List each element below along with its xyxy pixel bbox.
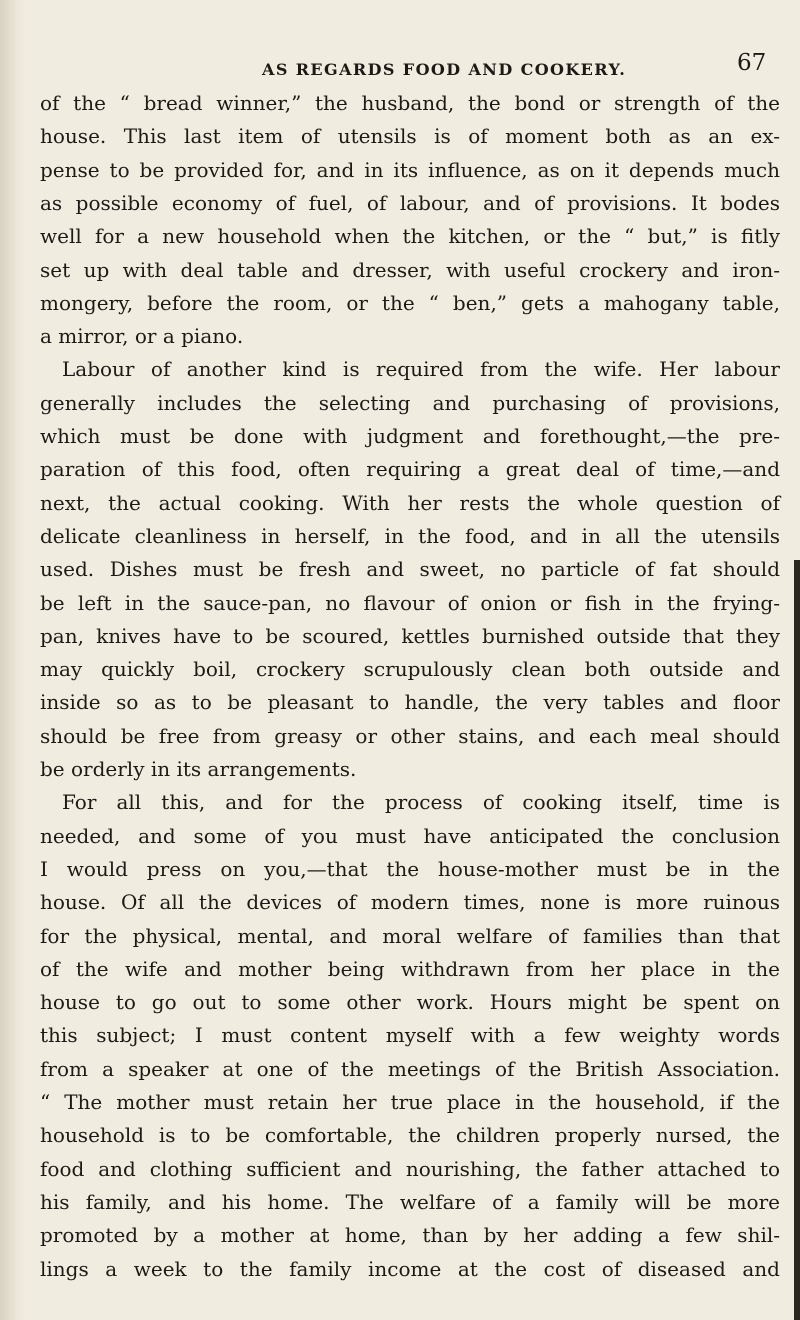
text-line: for the physical, mental, and moral welfare of families than that [40,923,780,948]
text-line: be left in the sauce-pan, no flavour of onion or fish in the frying- [40,590,780,615]
page-header [0,20,800,79]
page-edge [794,560,800,1320]
text-line: delicate cleanliness in herself, in the food, and in all the utensils [40,523,780,548]
text-line: his family, and his home. The welfare of a family will be more [40,1189,780,1214]
text-line: household is to be comfortable, the children properly nursed, the [40,1123,780,1148]
text-line: “ The mother must retain her true place in the household, if the [40,1090,780,1114]
text-line: set up with deal table and dresser, with useful crockery and iron- [40,257,780,282]
running-head: AS REGARDS FOOD AND COOKERY. [262,60,627,79]
text-line: a mirror, or a piano. [40,324,244,349]
text-line: of the “ bread winner,” the husband, the bond or strength of the [40,91,780,115]
text-line: should be free from greasy or other stains, and each meal should [40,723,780,748]
text-line: mongery, before the room, or the “ ben,” gets a mahogany table, [40,290,780,315]
text-line: next, the actual cooking. With her rests the whole question of [40,490,780,515]
text-line: food and clothing sufficient and nourishing, the father attached to [40,1156,780,1181]
text-line: pan, knives have to be scoured, kettles burnished outside that they [40,623,780,648]
text-line: used. Dishes must be fresh and sweet, no particle of fat should [40,557,780,582]
text-line: which must be done with judgment and forethought,—the pre- [40,424,780,448]
text-line: I would press on you,—that the house-mother must be in the [40,856,780,881]
text-line: For all this, and for the process of cooking itself, time is [62,790,780,815]
text-line: house to go out to some other work. Hours might be spent on [40,990,780,1015]
text-line: lings a week to the family income at the cost of diseased and [40,1256,780,1281]
text-line: needed, and some of you must have anticipated the conclusion [40,823,780,848]
text-line: promoted by a mother at home, than by her adding a few shil- [40,1223,780,1248]
text-line: generally includes the selecting and purchasing of provisions, [40,390,780,415]
text-line: this subject; I must content myself with a few weighty words [40,1023,780,1048]
text-line: paration of this food, often requiring a great deal of time,—and [40,457,780,482]
page-gutter-shadow [0,0,26,1320]
text-line: may quickly boil, crockery scrupulously clean both outside and [40,657,780,682]
text-line: house. Of all the devices of modern times, none is more ruinous [40,890,780,915]
page-number: 67 [737,50,767,76]
text-line: Labour of another kind is required from the wife. Her labour [62,357,780,382]
text-line: be orderly in its arrangements. [40,757,357,781]
text-line: pense to be provided for, and in its influence, as on it depends much [40,157,780,182]
text-line: from a speaker at one of the meetings of the British Association. [40,1056,780,1081]
text-line: as possible economy of fuel, of labour, and of provisions. It bodes [40,190,780,215]
text-line: inside so as to be pleasant to handle, the very tables and floor [40,690,780,715]
body-text [40,88,780,1298]
text-line: of the wife and mother being withdrawn from her place in the [40,956,780,981]
text-line: house. This last item of utensils is of moment both as an ex- [40,124,780,149]
text-line: well for a new household when the kitchen, or the “ but,” is fitly [40,224,780,249]
